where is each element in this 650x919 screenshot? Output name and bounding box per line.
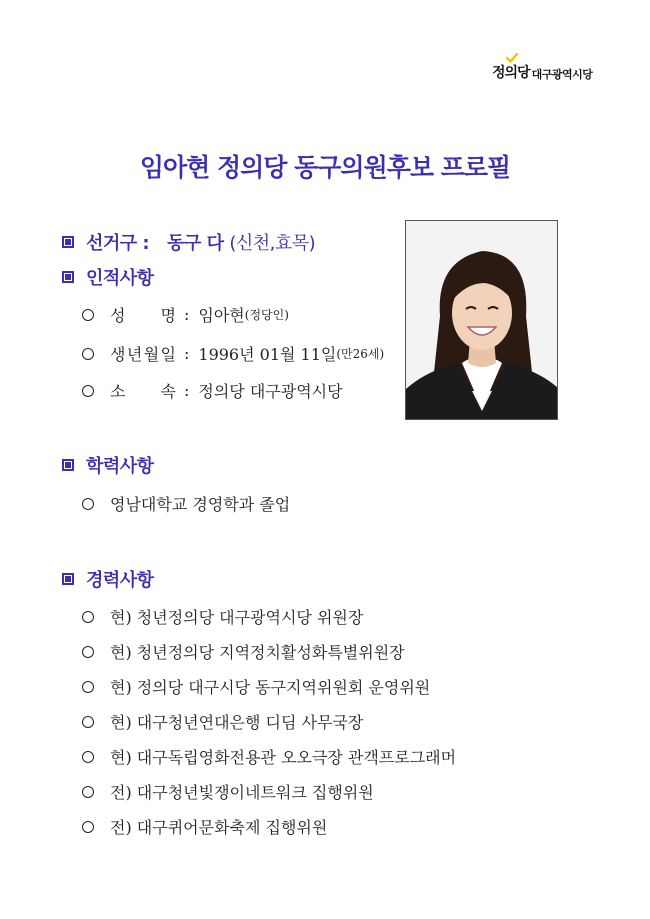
career-item: 현) 대구청년연대은행 디딤 사무국장 [82,710,363,733]
name-note: (정당인) [244,308,289,322]
circle-bullet-icon [82,786,94,798]
birth-note: (만26세) [336,347,385,361]
name-value: 임아현 [198,306,245,325]
check-icon [506,53,518,63]
personal-section-heading: 인적사항 [62,264,154,290]
circle-bullet-icon [82,681,94,693]
circle-bullet-icon [82,348,94,360]
personal-affiliation-row: 소 속 : 정의당 대구광역시당 [82,379,343,402]
district-label: 선거구 : [86,233,150,254]
square-bullet-icon [62,573,74,585]
education-section-heading: 학력사항 [62,452,154,478]
career-item: 현) 정의당 대구시당 동구지역위원회 운영위원 [82,675,430,698]
logo-region-name: 대구광역시당 [531,68,593,81]
circle-bullet-icon [82,751,94,763]
career-item: 현) 청년정의당 지역정치활성화특별위원장 [82,640,405,663]
affiliation-label: 소 속 [110,382,176,401]
circle-bullet-icon [82,309,94,321]
square-bullet-icon [62,271,74,283]
education-item: 영남대학교 경영학과 졸업 [82,492,290,515]
career-item: 전) 대구청년빛쟁이네트워크 집행위원 [82,780,374,803]
affiliation-value: 정의당 대구광역시당 [198,382,343,401]
square-bullet-icon [62,459,74,471]
logo-party-name: 정의당 [492,65,530,81]
birth-value: 1996년 01월 11일 [198,345,337,364]
page-title: 임아현 정의당 동구의원후보 프로필 [139,153,511,182]
circle-bullet-icon [82,821,94,833]
circle-bullet-icon [82,646,94,658]
district-detail: (신천,효목) [229,233,316,254]
district-value: 동구 다 [167,233,224,254]
personal-birth-row: 생 년 월 일 : 1996년 01월 11일 (만26세) [82,342,384,365]
party-logo [492,62,592,82]
district-section [62,229,315,255]
career-section-heading: 경력사항 [62,566,154,592]
personal-name-row: 성 명 : 임아현 (정당인) [82,303,289,326]
circle-bullet-icon [82,611,94,623]
circle-bullet-icon [82,385,94,397]
birth-label: 생 년 월 일 [110,345,176,364]
square-bullet-icon [62,236,74,248]
career-item: 전) 대구퀴어문화축제 집행위원 [82,815,327,838]
circle-bullet-icon [82,716,94,728]
circle-bullet-icon [82,498,94,510]
candidate-photo [405,220,558,420]
career-item: 현) 청년정의당 대구광역시당 위원장 [82,605,363,628]
name-label: 성 명 [110,306,176,325]
career-item: 현) 대구독립영화전용관 오오극장 관객프로그래머 [82,745,456,768]
